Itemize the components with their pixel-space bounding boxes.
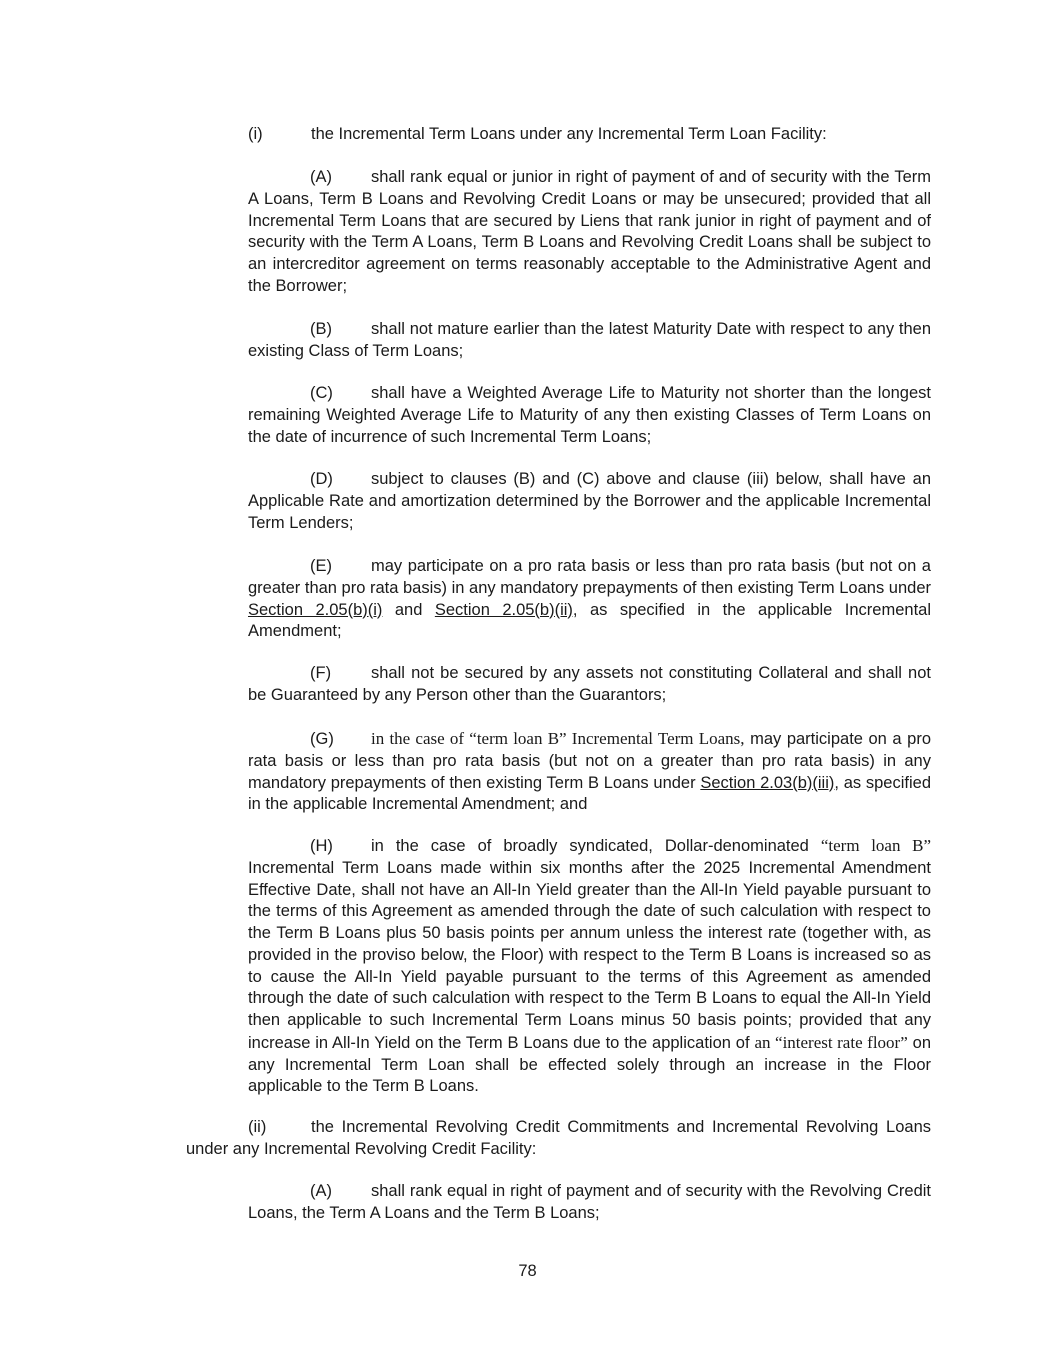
clause-text: the Incremental Revolving Credit Commitments and Incremental Revolving Loans under any Incremental Revolving Credit Facility: [186,1118,931,1158]
section-2-03-b-iii-link[interactable]: Section 2.03(b)(iii), [700,773,839,792]
page-number: 78 [518,1262,537,1280]
section-2-05-b-ii-link[interactable]: Section 2.05(b)(ii) [434,600,573,619]
clause-marker: (A) [310,168,332,186]
clause-text: may participate on a pro rata basis or less than pro rata basis (but not on a greater than pro rata basis) in any mandatory prepayments of then existing Term B Loans under [248,730,931,792]
clause-text: shall have a Weighted Average Life to Maturity not shorter than the longest remaining Weighted Average Life to Maturity of any then existing Classes of Term Loans on the date of incurrence of such Incremental Term Loans; [248,384,931,446]
clause-marker: (F) [310,664,332,682]
clause-text: and [382,600,435,619]
clause-marker: (B) [310,320,332,338]
clause-marker: (C) [310,384,333,402]
clause-ii [186,1117,931,1161]
clause-marker: (G) [310,730,334,748]
clause-text: shall not be secured by any assets not constituting Collateral and shall not be Guaranteed by any Person other than the Guarantors; [248,664,931,704]
clause-text: shall not mature earlier than the latest Maturity Date with respect to any then existing Class of Term Loans; [248,320,931,360]
clause-text: , as specified in the applicable Incremental Amendment; [248,600,931,641]
clause-text: as specified in the applicable Incremental Amendment; and [248,773,931,814]
clause-marker: (A) [310,1182,332,1200]
clause-i-e [248,556,931,643]
clause-marker: (H) [310,837,333,855]
clause-text: in the case of broadly syndicated, Dollar-denominated [371,837,821,855]
section-2-05-b-i-link[interactable]: Section 2.05(b)(i) [248,600,383,619]
clause-text: on any Incremental Term Loan shall be effected solely through an increase in the Floor applicable to the Term B Loans. [248,1033,931,1096]
clause-text: may participate on a pro rata basis or less than pro rata basis (but not on a greater than pro rata basis) in any mandatory prepayments of then existing Term Loans under [248,557,931,597]
clause-marker: (E) [310,557,332,575]
clause-i [186,124,931,146]
clause-marker: (i) [248,125,263,143]
clause-text: shall rank equal or junior in right of payment of and of security with the Term A Loans, Term B Loans and Revolving Credit Loans or may be unsecured; provided that all Incremental Term Loans that are secured by Liens that rank junior in right of payment and of security with the Term A Loans, Term B Loans and Revolving Credit Loans shall be subject to an intercreditor agreement on terms reasonably acceptable to the Administrative Agent and the Borrower; [248,168,931,295]
clause-i-d [248,469,931,534]
clause-text-serif: in the case of “term loan B” Incremental Term Loans, [371,729,745,748]
clause-text-serif: an “interest rate floor” [754,1032,908,1052]
clause-i-h [248,835,931,1098]
clause-i-c [248,383,931,448]
clause-text: the Incremental Term Loans under any Incremental Term Loan Facility: [311,125,827,143]
clause-text-serif: “term loan B” [820,836,932,855]
clause-marker: (ii) [248,1118,267,1136]
clause-i-f [248,663,931,707]
clause-i-b [248,319,931,363]
clause-ii-a [248,1181,931,1225]
clause-marker: (D) [310,470,333,488]
clause-text: Incremental Term Loans made within six months after the 2025 Incremental Amendment Effective Date, shall not have an All-In Yield greater than the All-In Yield payable pursuant to the terms of this Agreement as amended through the date of such calculation with respect to the Term B Loans plus 50 basis points per annum unless the interest rate (together with, as provided in the proviso below, the Floor) with respect to the Term B Loans is increased so as to cause the All-In Yield payable pursuant to the terms of this Agreement as amended through the date of such calculation with respect to the Term B Loans to equal the All-In Yield then applicable to such Incremental Term Loans minus 50 basis points; provided that any increase in All-In Yield on the Term B Loans due to the application of [248,858,931,1052]
clause-i-a [248,167,931,298]
clause-text: subject to clauses (B) and (C) above and clause (iii) below, shall have an Applicable Rate and amortization determined by the Borrower and the applicable Incremental Term Lenders; [248,470,931,532]
clause-text: shall rank equal in right of payment and of security with the Revolving Credit Loans, the Term A Loans and the Term B Loans; [248,1182,931,1222]
clause-i-g [248,728,931,816]
